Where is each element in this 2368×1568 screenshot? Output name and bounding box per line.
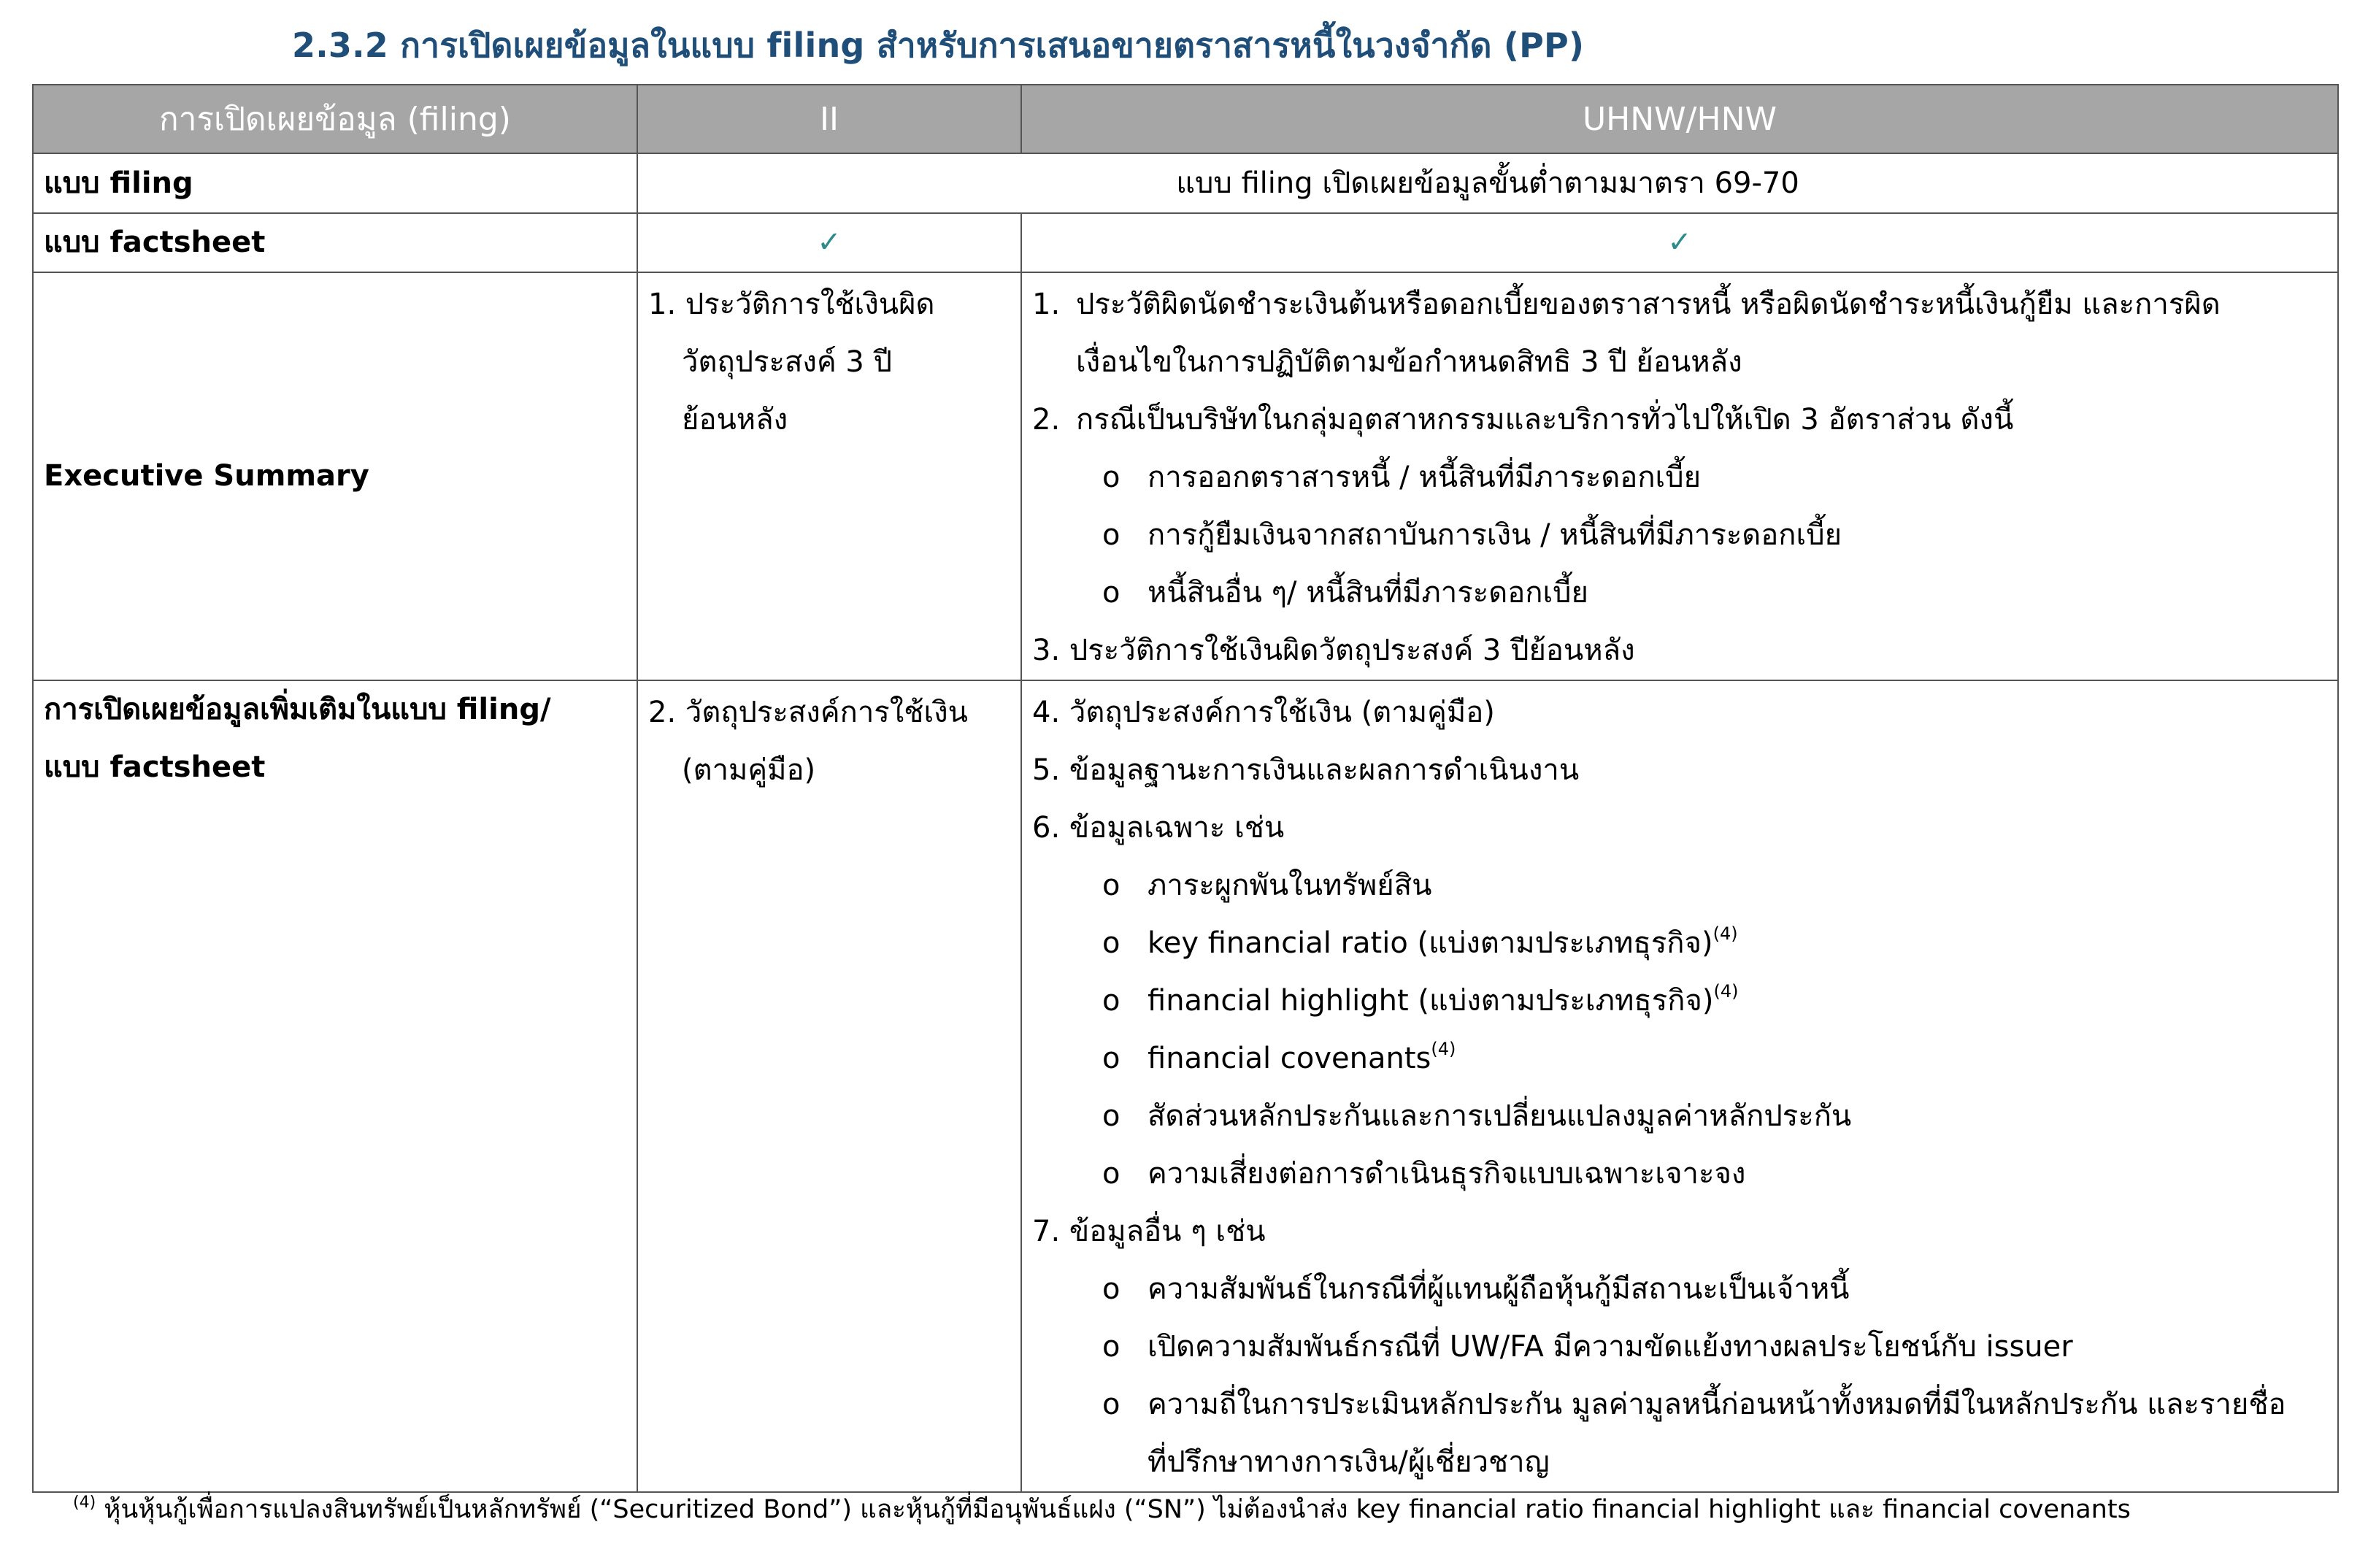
- list-item: [1032, 276, 2332, 334]
- ii-exec-line: ย้อนหลัง: [682, 403, 788, 437]
- item-text: กรณีเป็นบริษัทในกลุ่มอุตสาหกรรมและบริการทั่วไปให้เปิด 3 อัตราส่วน ดังนี้: [1076, 403, 2014, 437]
- bullet-text: หนี้สินอื่น ๆ/ หนี้สินที่มีภาระดอกเบี้ย: [1148, 576, 1588, 610]
- bullet-text: financial covenants: [1148, 1042, 1431, 1075]
- bullet-text: การกู้ยืมเงินจากสถาบันการเงิน / หนี้สินที่มีภาระดอกเบี้ย: [1148, 518, 1842, 552]
- uhnw-factsheet-cell: [1021, 213, 2338, 272]
- bullet-text: ภาระผูกพันในทรัพย์สิน: [1148, 869, 1432, 902]
- item-continuation: เงื่อนไขในการปฏิบัติตามข้อกำหนดสิทธิ 3 ปี ย้อนหลัง: [1076, 345, 1742, 379]
- circle-bullet-icon: o: [1102, 1042, 1120, 1075]
- circle-bullet-icon: o: [1102, 869, 1120, 902]
- bullet-text: financial highlight (แบ่งตามประเภทธุรกิจ): [1148, 984, 1714, 1018]
- bullet-text: key financial ratio (แบ่งตามประเภทธุรกิจ): [1148, 926, 1713, 960]
- circle-bullet-icon: o: [1102, 1330, 1120, 1364]
- ii-exec-line: 1. ประวัติการใช้เงินผิด: [648, 288, 935, 321]
- row-label-factsheet: แบบ factsheet: [33, 213, 637, 272]
- bullet-item: [1032, 1261, 2332, 1318]
- circle-bullet-icon: o: [1102, 518, 1120, 552]
- header-uhnw-hnw: UHNW/HNW: [1021, 85, 2338, 153]
- bullet-item: [1032, 1088, 2332, 1145]
- table-row-factsheet: [33, 213, 2338, 272]
- table-row-additional-disclosure: [33, 680, 2338, 1492]
- ii-executive-summary-cell: [637, 272, 1021, 680]
- circle-bullet-icon: o: [1102, 984, 1120, 1018]
- bullet-text: ความสัมพันธ์ในกรณีที่ผู้แทนผู้ถือหุ้นกู้มีสถานะเป็นเจ้าหนี้: [1148, 1272, 1850, 1306]
- ii-additional-cell: [637, 680, 1021, 1492]
- checkmark-icon: ✓: [1667, 226, 1692, 259]
- circle-bullet-icon: o: [1102, 1272, 1120, 1306]
- bullet-text: ความถี่ในการประเมินหลักประกัน มูลค่ามูลหนี้ก่อนหน้าทั้งหมดที่มีในหลักประกัน และรายชื่อ: [1148, 1388, 2286, 1421]
- row-label-line: การเปิดเผยข้อมูลเพิ่มเติมในแบบ filing/: [44, 693, 551, 726]
- footnote-ref: (4): [1431, 1039, 1456, 1059]
- item-text: ประวัติผิดนัดชำระเงินต้นหรือดอกเบี้ยของตราสารหนี้ หรือผิดนัดชำระหนี้เงินกู้ยืม และการผิด: [1076, 288, 2221, 321]
- list-item: 3. ประวัติการใช้เงินผิดวัตถุประสงค์ 3 ปีย้อนหลัง: [1032, 634, 1635, 667]
- ii-factsheet-cell: [637, 213, 1021, 272]
- bullet-item: [1032, 1376, 2332, 1434]
- item-number: 2.: [1032, 403, 1061, 437]
- row-label-filing: แบบ filing: [33, 153, 637, 213]
- circle-bullet-icon: o: [1102, 1388, 1120, 1421]
- header-ii: II: [637, 85, 1021, 153]
- ii-additional-line: 2. วัตถุประสงค์การใช้เงิน: [648, 696, 968, 729]
- circle-bullet-icon: o: [1102, 1157, 1120, 1191]
- list-item: 5. ข้อมูลฐานะการเงินและผลการดำเนินงาน: [1032, 753, 1580, 787]
- bullet-item: [1032, 915, 2332, 972]
- bullet-text: ความเสี่ยงต่อการดำเนินธุรกิจแบบเฉพาะเจาะจง: [1148, 1157, 1746, 1191]
- bullet-item: [1032, 1318, 2332, 1376]
- checkmark-icon: ✓: [817, 226, 842, 259]
- list-item: 7. ข้อมูลอื่น ๆ เช่น: [1032, 1215, 1266, 1248]
- filing-merged-value: แบบ filing เปิดเผยข้อมูลขั้นต่ำตามมาตรา 69-70: [637, 153, 2338, 213]
- bullet-item: [1032, 507, 2332, 564]
- circle-bullet-icon: o: [1102, 1099, 1120, 1133]
- uhnw-executive-summary-cell: [1021, 272, 2338, 680]
- bullet-item: [1032, 857, 2332, 915]
- table-header-row: [33, 85, 2338, 153]
- page-title: 2.3.2 การเปิดเผยข้อมูลในแบบ filing สำหรับการเสนอขายตราสารหนี้ในวงจำกัด (PP): [292, 26, 1585, 65]
- table-row-executive-summary: [33, 272, 2338, 680]
- bullet-text: สัดส่วนหลักประกันและการเปลี่ยนแปลงมูลค่าหลักประกัน: [1148, 1099, 1852, 1133]
- table-row-filing: [33, 153, 2338, 213]
- bullet-text: เปิดความสัมพันธ์กรณีที่ UW/FA มีความขัดแย้งทางผลประโยชน์กับ issuer: [1148, 1330, 2073, 1364]
- footnote-marker: (4): [73, 1494, 96, 1512]
- disclosure-table: [32, 84, 2339, 1493]
- bullet-text: การออกตราสารหนี้ / หนี้สินที่มีภาระดอกเบี้ย: [1148, 461, 1702, 494]
- row-label-executive-summary: Executive Summary: [33, 272, 637, 680]
- row-label-additional-disclosure: [33, 680, 637, 1492]
- list-item: 6. ข้อมูลเฉพาะ เช่น: [1032, 811, 1285, 845]
- list-item: [1032, 391, 2332, 449]
- ii-exec-line: วัตถุประสงค์ 3 ปี: [682, 345, 892, 379]
- footnote-ref: (4): [1712, 923, 1738, 944]
- item-number: 1.: [1032, 288, 1061, 321]
- circle-bullet-icon: o: [1102, 461, 1120, 494]
- circle-bullet-icon: o: [1102, 576, 1120, 610]
- bullet-item: [1032, 972, 2332, 1030]
- header-disclosure: การเปิดเผยข้อมูล (filing): [33, 85, 637, 153]
- bullet-item: [1032, 564, 2332, 622]
- list-item: 4. วัตถุประสงค์การใช้เงิน (ตามคู่มือ): [1032, 696, 1495, 729]
- footnote-text: หุ้นหุ้นกู้เพื่อการแปลงสินทรัพย์เป็นหลักทรัพย์ (“Securitized Bond”) และหุ้นกู้ที่มีอนุพันธ์แฝง (“SN”) ไม่ต้องนำส่ง key financial ratio financial highlight และ financial covenants: [96, 1495, 2131, 1524]
- footnote: [73, 1489, 2131, 1529]
- uhnw-additional-cell: [1021, 680, 2338, 1492]
- ii-additional-line: (ตามคู่มือ): [682, 753, 816, 787]
- bullet-item: [1032, 1145, 2332, 1203]
- bullet-item: [1032, 449, 2332, 507]
- footnote-ref: (4): [1713, 981, 1739, 1002]
- bullet-continuation: ที่ปรึกษาทางการเงิน/ผู้เชี่ยวชาญ: [1148, 1445, 1550, 1479]
- circle-bullet-icon: o: [1102, 926, 1120, 960]
- bullet-item: [1032, 1030, 2332, 1088]
- row-label-line: แบบ factsheet: [44, 750, 266, 784]
